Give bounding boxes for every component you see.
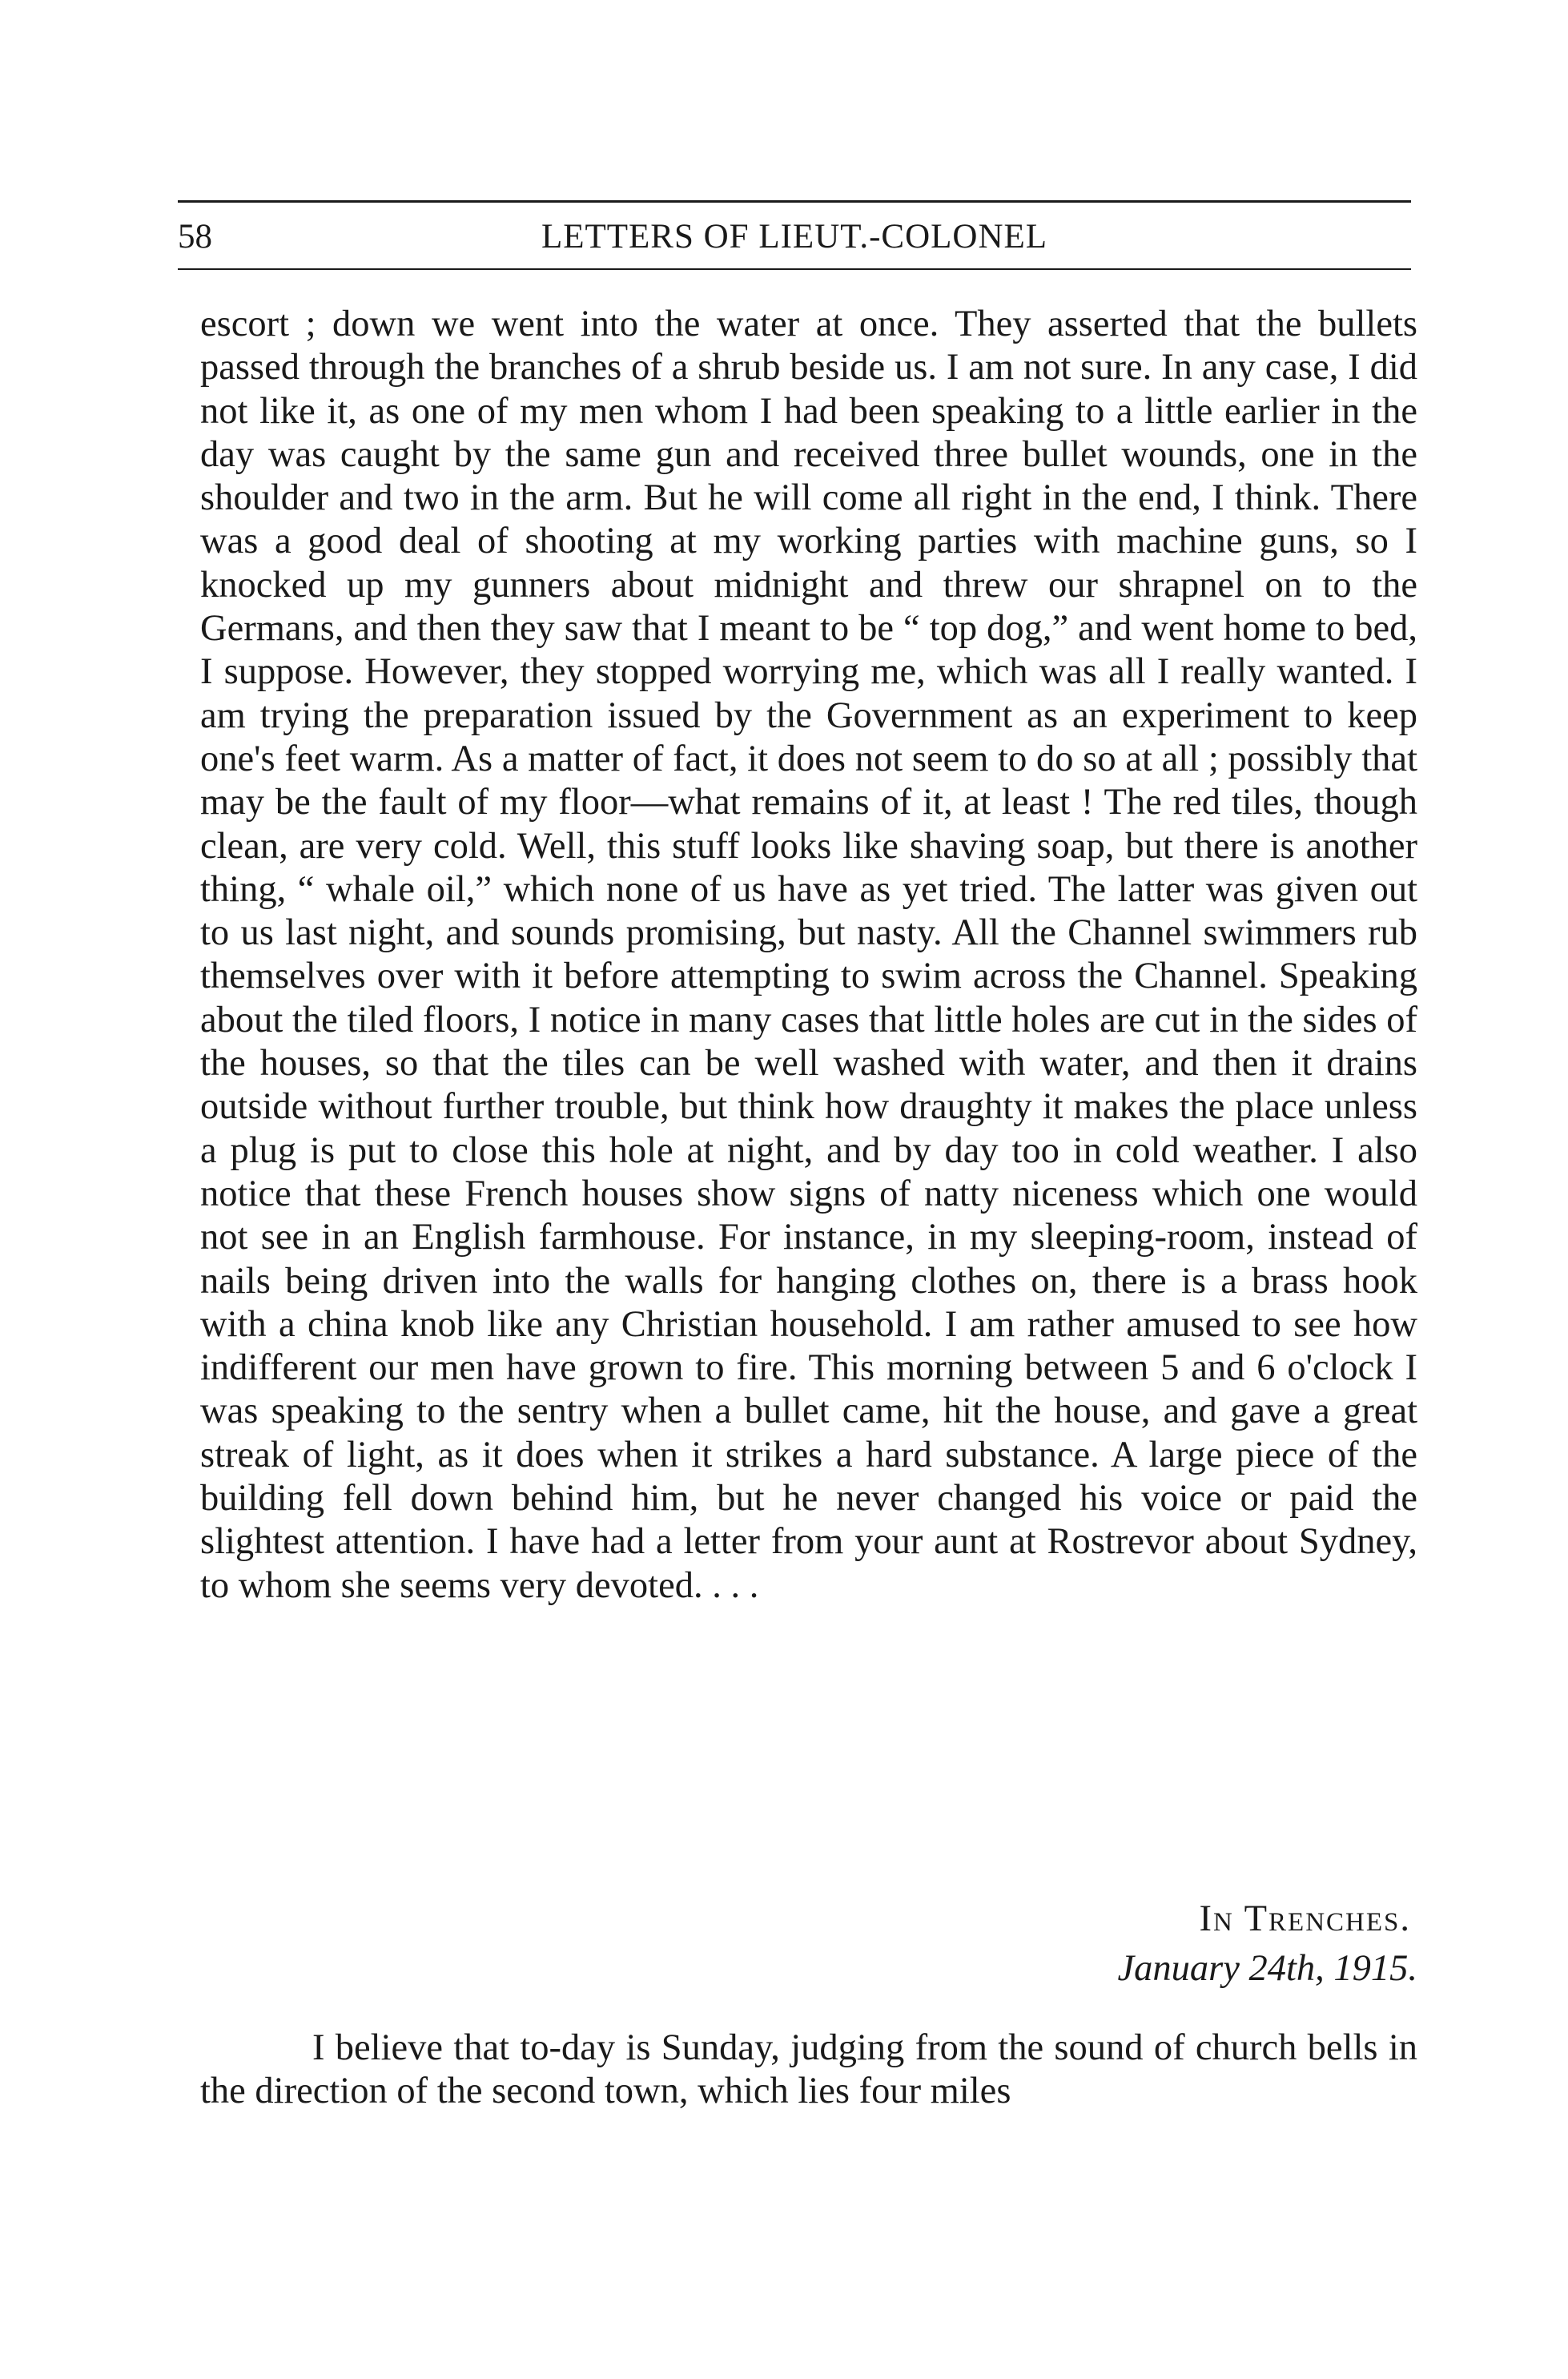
date-heading: January 24th, 1915. xyxy=(1117,1948,1417,1989)
letter-body xyxy=(200,303,1417,1608)
running-head xyxy=(178,215,1411,260)
paragraph-new: I believe that to-day is Sunday, judging from the sound of church bells in the direction of the second town, which lies four miles xyxy=(200,2027,1417,2112)
place-heading: In Trenches. xyxy=(1199,1898,1411,1939)
page-number: 58 xyxy=(178,218,212,256)
header-bottom-rule xyxy=(178,268,1411,270)
letter-body-new xyxy=(200,2027,1417,2114)
letter-heading xyxy=(200,1894,1417,1994)
header-top-rule xyxy=(178,200,1411,203)
running-title: LETTERS OF LIEUT.-COLONEL xyxy=(541,218,1048,256)
paragraph-continued: escort ; down we went into the water at once. They asserted that the bullets passed through the branches of a shrub beside us. I am not sure. In any case, I did not like it, as one of my men whom I had been speaking to a little earlier in the day was caught by the same gun and received three bullet wounds, one in the shoulder and two in the arm. But he will come all right in the end, I think. There was a good deal of shooting at my working parties with machine guns, so I knocked up my gunners about midnight and threw our shrapnel on to the Germans, and then they saw that I meant to be “ top dog,” and went home to bed, I suppose. However, they stopped worrying me, which was all I really wanted. I am trying the preparation issued by the Government as an experiment to keep one's feet warm. As a matter of fact, it does not seem to do so at all ; possibly that may be the fault of my floor—what remains of it, at least ! The red tiles, though clean, are very cold. Well, this stuff looks like shaving soap, but there is another thing, “ whale oil,” which none of us have as yet tried. The latter was given out to us last night, and sounds promising, but nasty. All the Channel swimmers rub themselves over with it before attempting to swim across the Channel. Speaking about the tiled floors, I notice in many cases that little holes are cut in the sides of the houses, so that the tiles can be well washed with water, and then it drains outside without further trouble, but think how draughty it makes the place unless a plug is put to close this hole at night, and by day too in cold weather. I also notice that these French houses show signs of natty niceness which one would not see in an English farmhouse. For instance, in my sleeping-room, instead of nails being driven into the walls for hanging clothes on, there is a brass hook with a china knob like any Christian household. I am rather amused to see how indifferent our men have grown to fire. This morning between 5 and 6 o'clock I was speaking to the sentry when a bullet came, hit the house, and gave a great streak of light, as it does when it strikes a hard substance. A large piece of the building fell down behind him, but he never changed his voice or paid the slightest attention. I have had a letter from your aunt at Rostrevor about Sydney, to whom she seems very devoted. . . . xyxy=(200,304,1417,1606)
